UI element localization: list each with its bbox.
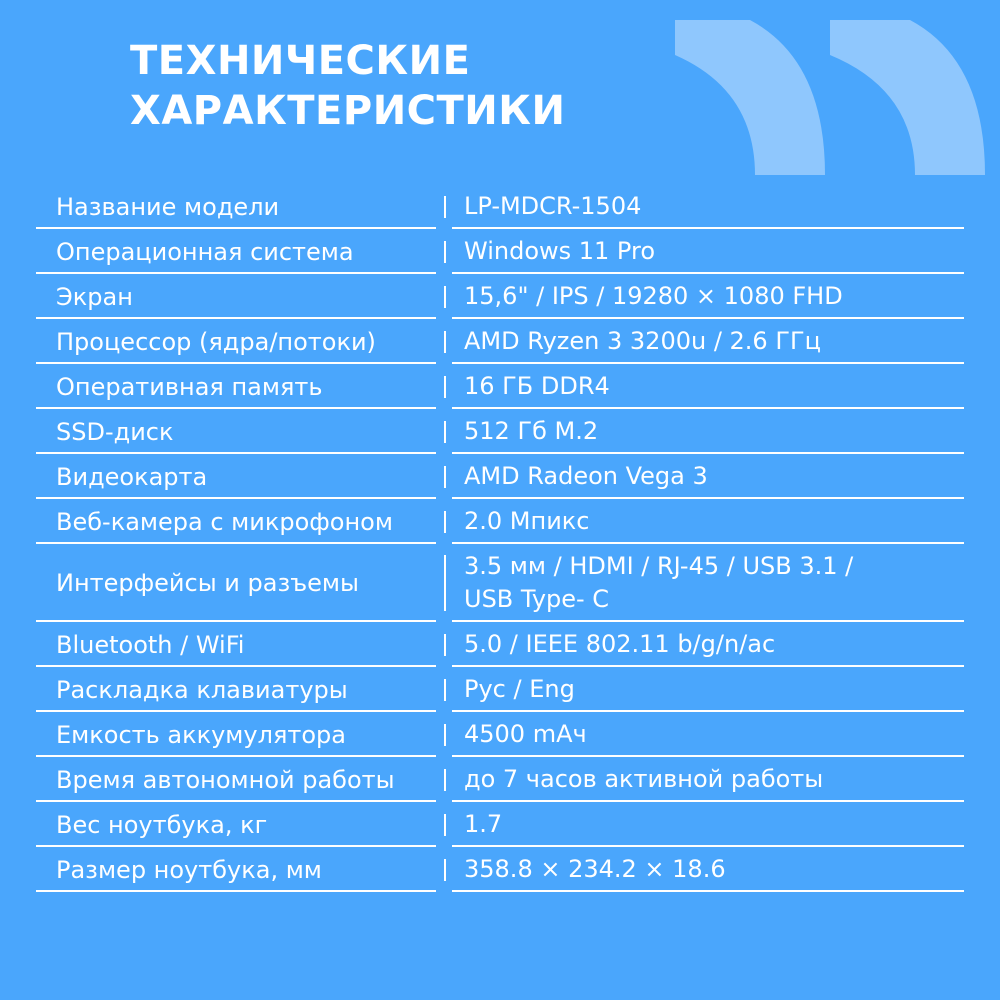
column-divider <box>444 555 446 611</box>
column-divider <box>444 466 446 488</box>
spec-row-ssd <box>36 409 964 454</box>
spec-row-battery <box>36 712 964 757</box>
spec-label: Оперативная память <box>56 372 323 401</box>
spec-row-keyboard <box>36 667 964 712</box>
spec-row-screen <box>36 274 964 319</box>
column-divider <box>444 769 446 791</box>
spec-row-wireless <box>36 622 964 667</box>
spec-row-weight <box>36 802 964 847</box>
spec-label: Bluetooth / WiFi <box>56 630 245 659</box>
spec-value: 15,6" / IPS / 19280 × 1080 FHD <box>464 282 843 310</box>
spec-value: 3.5 мм / HDMI / RJ-45 / USB 3.1 / USB Type- C <box>464 552 854 613</box>
spec-value: 4500 mAч <box>464 720 587 748</box>
spec-row-runtime <box>36 757 964 802</box>
page-title <box>130 36 565 136</box>
column-divider <box>444 376 446 398</box>
spec-row-size <box>36 847 964 892</box>
column-divider <box>444 286 446 308</box>
spec-label: Экран <box>56 282 133 311</box>
spec-label: Операционная система <box>56 237 354 266</box>
spec-value: до 7 часов активной работы <box>464 765 824 793</box>
spec-row-ports <box>36 544 964 622</box>
spec-value: Рус / Eng <box>464 675 575 703</box>
column-divider <box>444 814 446 836</box>
spec-label: SSD-диск <box>56 417 174 446</box>
column-divider <box>444 331 446 353</box>
spec-row-ram <box>36 364 964 409</box>
column-divider <box>444 421 446 443</box>
spec-label: Время автономной работы <box>56 765 395 794</box>
spec-row-cpu <box>36 319 964 364</box>
spec-label: Емкость аккумулятора <box>56 720 346 749</box>
spec-value: 1.7 <box>464 810 503 838</box>
spec-label: Веб-камера с микрофоном <box>56 507 393 536</box>
spec-value: AMD Radeon Vega 3 <box>464 462 708 490</box>
spec-label: Размер ноутбука, мм <box>56 855 322 884</box>
column-divider <box>444 859 446 881</box>
spec-label: Раскладка клавиатуры <box>56 675 348 704</box>
spec-value: 2.0 Мпикс <box>464 507 590 535</box>
spec-value: Windows 11 Pro <box>464 237 656 265</box>
spec-label: Название модели <box>56 192 280 221</box>
quote-marks-icon <box>670 15 990 190</box>
spec-row-model <box>36 184 964 229</box>
spec-label: Вес ноутбука, кг <box>56 810 268 839</box>
column-divider <box>444 679 446 701</box>
column-divider <box>444 196 446 218</box>
column-divider <box>444 511 446 533</box>
title-line-2: ХАРАКТЕРИСТИКИ <box>130 88 566 134</box>
spec-value: 512 Гб M.2 <box>464 417 599 445</box>
spec-row-gpu <box>36 454 964 499</box>
spec-value: 16 ГБ DDR4 <box>464 372 610 400</box>
specs-table <box>36 184 964 892</box>
column-divider <box>444 634 446 656</box>
spec-value: LP-MDCR-1504 <box>464 192 642 220</box>
column-divider <box>444 241 446 263</box>
spec-value: 5.0 / IEEE 802.11 b/g/n/ac <box>464 630 776 658</box>
spec-row-webcam <box>36 499 964 544</box>
title-line-1: ТЕХНИЧЕСКИЕ <box>130 38 471 84</box>
spec-label: Видеокарта <box>56 462 208 491</box>
spec-row-os <box>36 229 964 274</box>
spec-label: Интерфейсы и разъемы <box>56 569 359 597</box>
spec-label: Процессор (ядра/потоки) <box>56 327 376 356</box>
spec-value: AMD Ryzen 3 3200u / 2.6 ГГц <box>464 327 821 355</box>
column-divider <box>444 724 446 746</box>
spec-value: 358.8 × 234.2 × 18.6 <box>464 855 726 883</box>
